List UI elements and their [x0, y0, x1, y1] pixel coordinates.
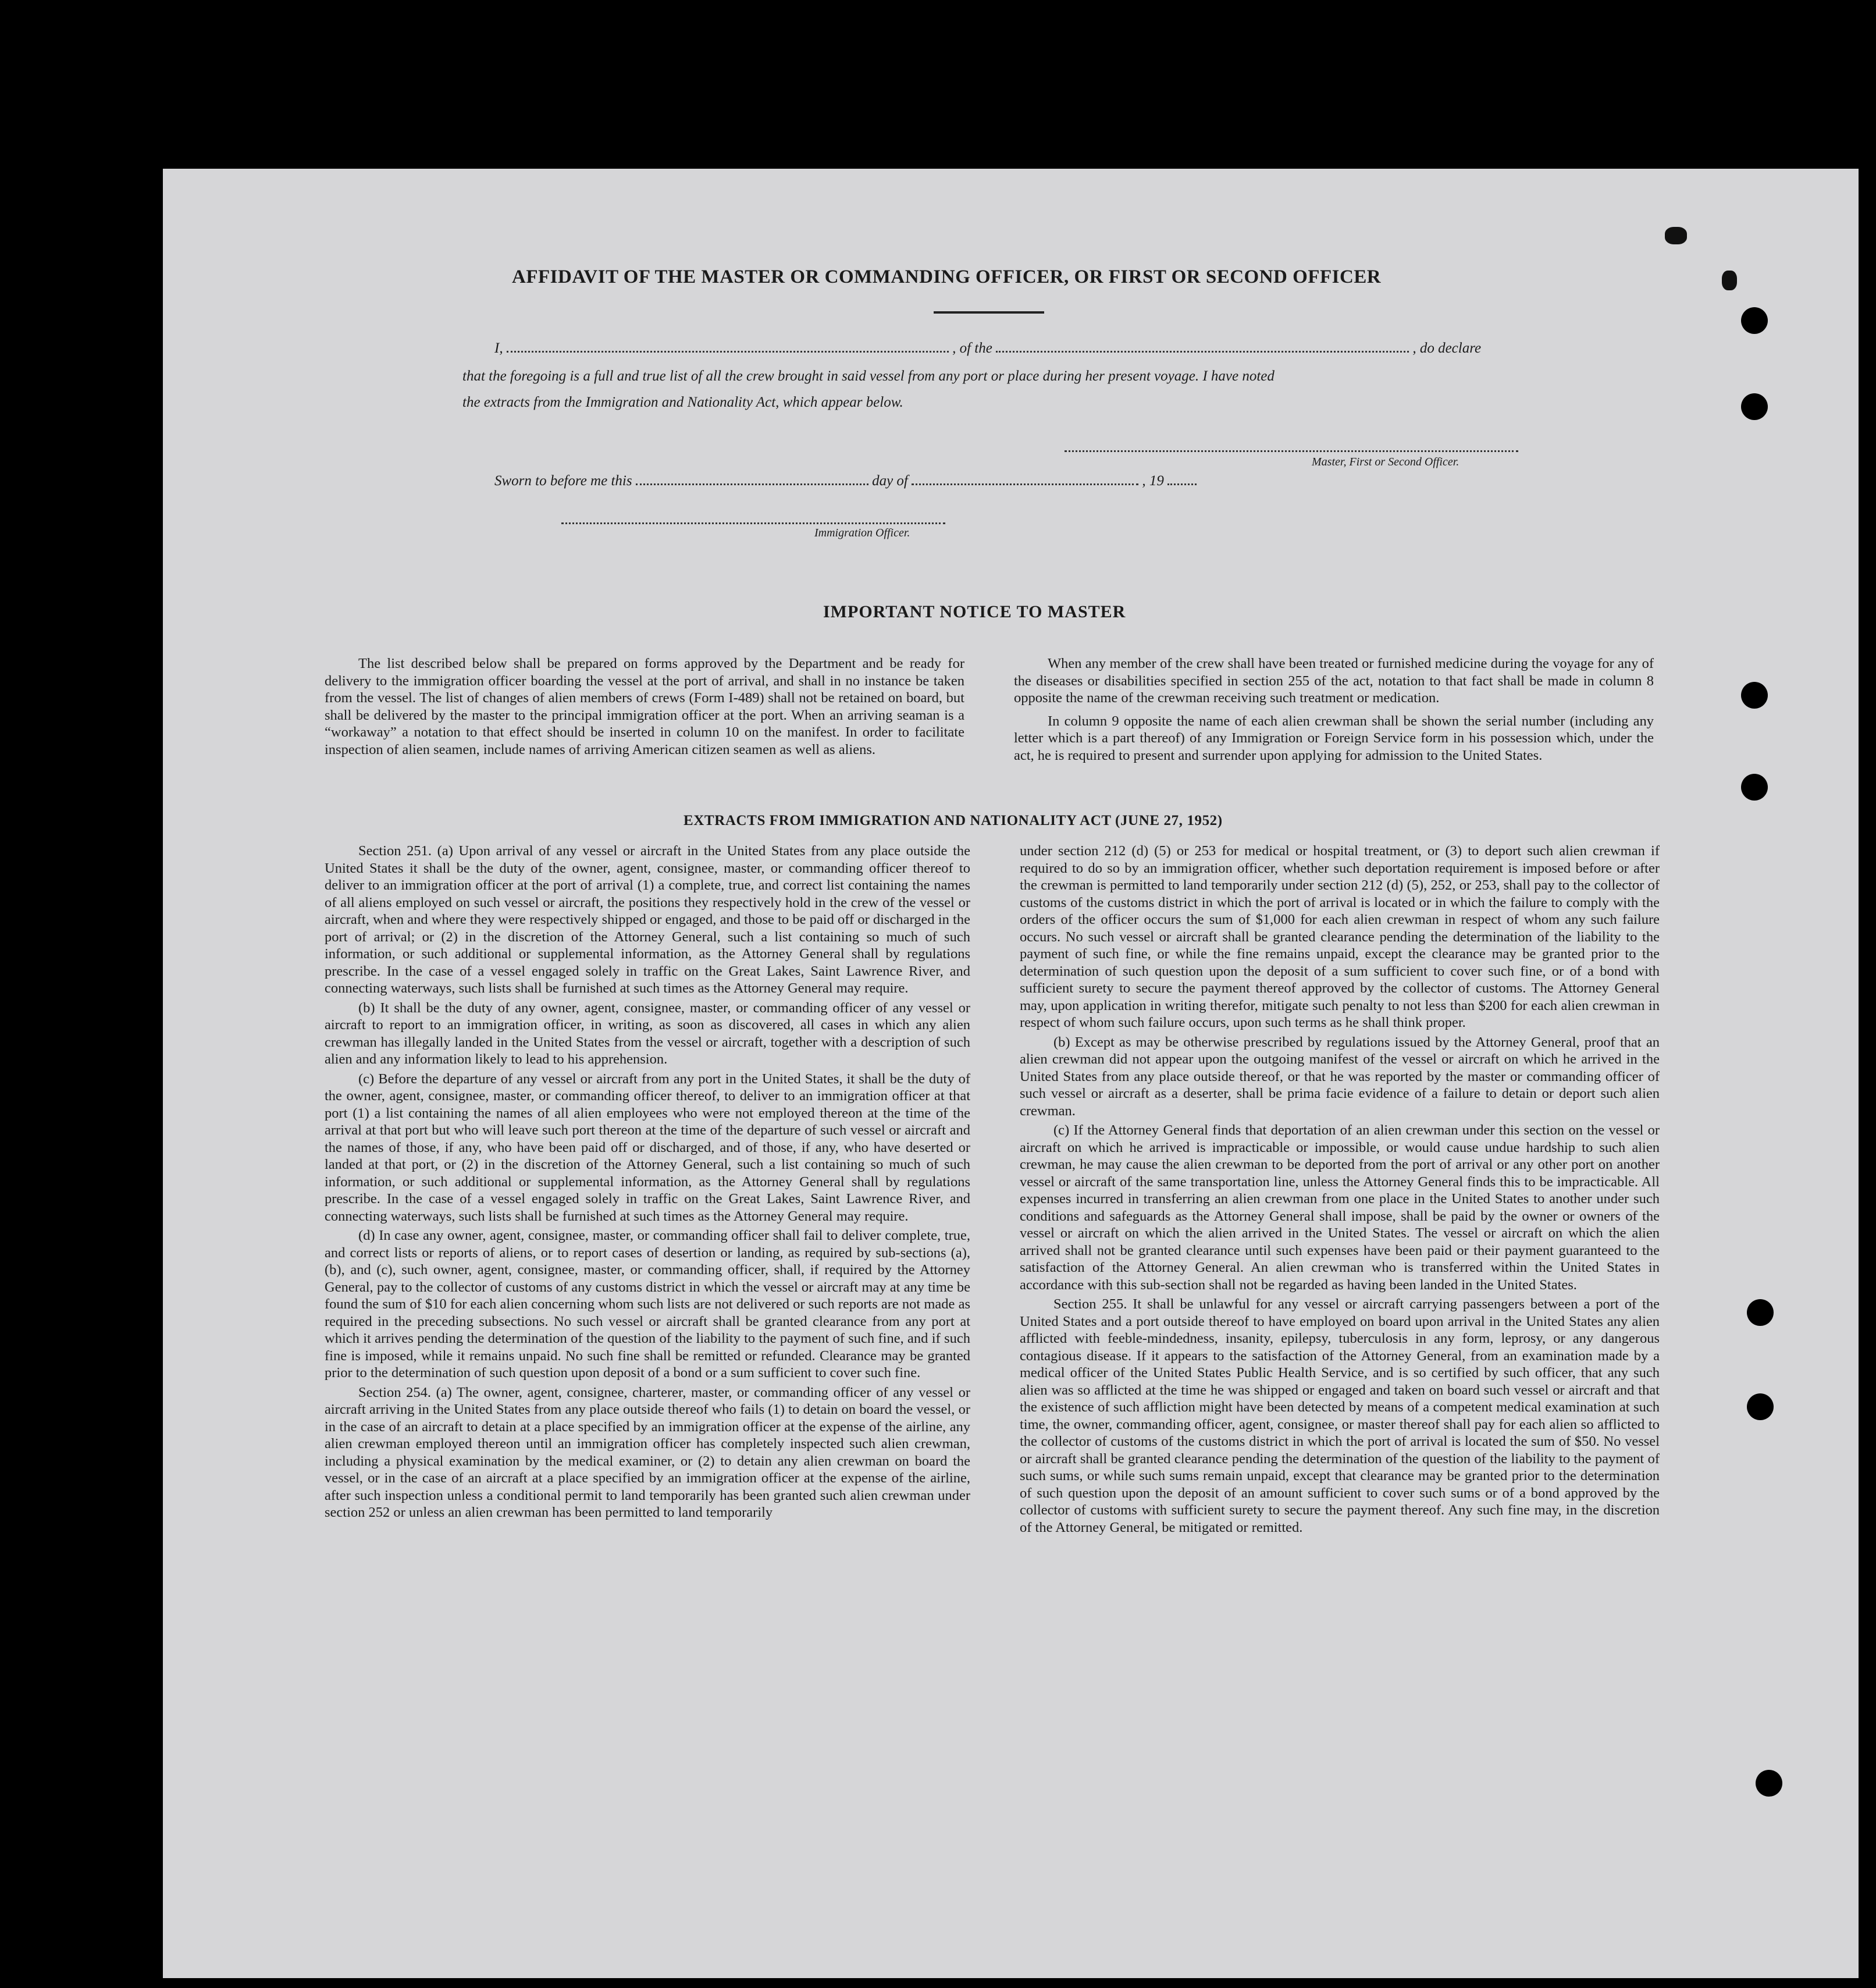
- title-rule: [934, 311, 1044, 314]
- notice-right-paragraph-2: In column 9 opposite the name of each alien crewman shall be shown the serial number (including any letter which is a part thereof) of any Immigration or Foreign Service form in his possession which, under the act, he is required to present and surrender upon applying for admission to the United States.: [1014, 713, 1654, 763]
- sworn-label: Sworn to before me this: [494, 473, 632, 489]
- affidavit-line-3: the extracts from the Immigration and Nationality Act, which appear below.: [462, 394, 903, 410]
- ink-smudge: [1665, 227, 1687, 244]
- extracts-right-column: [1020, 842, 1660, 1538]
- section-251-b: (b) It shall be the duty of any owner, agent, consignee, master, or commanding officer of any vessel or aircraft to report to an immigration officer, in writing, as soon as discovered, all cases in which any alien crewman has illegally landed in the United States from the vessel or aircraft, together with a description of such alien and any information likely to lead to his apprehension.: [325, 1000, 970, 1067]
- immigration-officer-signature-field[interactable]: [561, 512, 945, 524]
- section-254-c: (c) If the Attorney General finds that deportation of an alien crewman under this section on the vessel or aircraft on which he arrived is impracticable or impossible, or would cause undue hardship to such alien crewman, he may cause the alien crewman to be deported from the port of arrival or any other port on another vessel or aircraft of the same transportation line, unless the Attorney General finds this to be impracticable. All expenses incurred in transferring an alien crewman from one place in the United States to another under such conditions and safeguards as the Attorney General shall impose, shall be paid by the owner or owners of the vessel or aircraft on which the alien arrived in the United States. The vessel or aircraft on which the alien arrived shall not be granted clearance until such expenses have been paid or their payment guaranteed to the satisfaction of the Attorney General. An alien crewman who is transferred within the United States in accordance with this sub-section shall not be regarded as having been landed in the United States.: [1020, 1122, 1660, 1293]
- punch-hole: [1741, 393, 1768, 420]
- section-255: Section 255. It shall be unlawful for any vessel or aircraft carrying passengers between a port of the United States and a port outside thereof to have employed on board upon arrival in the United States any alien afflicted with feeble-mindedness, insanity, epilepsy, tuberculosis in any form, leprosy, or any dangerous contagious disease. If it appears to the satisfaction of the Attorney General, from an examination made by a medical officer of the United States Public Health Service, and is so certified by such officer, that any such alien was so afflicted at the time he was shipped or engaged and taken on board such vessel or aircraft and that the existence of such affliction might have been detected by means of a competent medical examination at such time, the owner, commanding officer, agent, consignee, or master thereof shall pay for each alien so afflicted to the collector of customs of the customs district in which the port of arrival is located the sum of $50. No vessel or aircraft shall be granted clearance pending the determination of the question of the liability to the payment of such sums, or while such sums remain unpaid, except that clearance may be granted prior to the determination of such question upon the deposit of an amount sufficient to cover such sums or of a bond approved by the collector of customs with sufficient surety to secure the payment thereof. Any such fine may, in the discretion of the Attorney General, be mitigated or remitted.: [1020, 1296, 1660, 1535]
- declarant-label: I,: [494, 340, 503, 356]
- affidavit-line-2: that the foregoing is a full and true list of all the crew brought in said vessel from any port or place during her present voyage. I have noted: [462, 368, 1275, 384]
- section-251-d: (d) In case any owner, agent, consignee, master, or commanding officer shall fail to deliver complete, true, and correct lists or reports of aliens, or to report cases of desertion or landing, as required by sub-sections (a), (b), and (c), such owner, agent, consignee, master, or commanding officer, shall, if required by the Attorney General, pay to the collector of customs of any customs district in which the vessel or aircraft may at any time be found the sum of $10 for each alien concerning whom such lists are not delivered or such reports are not made as required in the preceding subsections. No such vessel or aircraft shall be granted clearance from any port at which it arrives pending the determination of the question of the liability to the payment of such fine, and if such fine is imposed, while it remains unpaid. No such fine shall be remitted or refunded. Clearance may be granted prior to the determination of such question upon deposit of a bond or a sum sufficient to cover such fine.: [325, 1228, 970, 1381]
- vessel-name-field[interactable]: [996, 340, 1409, 353]
- vessel-label: , of the: [952, 340, 992, 356]
- notice-right-column: [1014, 655, 1654, 766]
- extracts-title: EXTRACTS FROM IMMIGRATION AND NATIONALITY ACT (JUNE 27, 1952): [684, 813, 1223, 828]
- master-signature-field[interactable]: [1065, 440, 1518, 452]
- sworn-line: [494, 473, 1197, 489]
- master-signature-label: Master, First or Second Officer.: [1312, 456, 1459, 468]
- section-254-a-continued: under section 212 (d) (5) or 253 for medical or hospital treatment, or (3) to deport such alien crewman if required to do so by an immigration officer, whether such deportation requirement is imposed before or after the crewman is permitted to land temporarily under section 212 (d) (5), 252, or 253, shall pay to the collector of customs of the customs district in which the port of arrival is located or in which the failure to comply with the orders of the officer occurs the sum of $1,000 for each alien crewman in respect of whom any such failure occurs. No such vessel or aircraft shall be granted clearance pending the determination of the liability to the payment of such fine, or while the fine remains unpaid, except the clearance may be granted prior to the determination of such question upon the deposit of a sum sufficient to cover such fine, or of a bond with sufficient surety to secure the payment thereof approved by the collector of customs. The Attorney General may, upon application in writing therefor, mitigate such penalty to not less than $200 for each alien crewman in respect of whom such failure occurs, upon such terms as he shall think proper.: [1020, 843, 1660, 1030]
- affidavit-title: AFFIDAVIT OF THE MASTER OR COMMANDING OFFICER, OR FIRST OR SECOND OFFICER: [512, 266, 1382, 287]
- notice-left-column: [325, 655, 964, 760]
- section-254-b: (b) Except as may be otherwise prescribed by regulations issued by the Attorney General, proof that an alien crewman did not appear upon the outgoing manifest of the vessel or aircraft on which he arrived in the United States from any place outside thereof, or that he was reported by the master or commanding officer of such vessel or aircraft as a deserter, shall be prima facie evidence of a failure to detain or deport such alien crewman.: [1020, 1034, 1660, 1119]
- notice-left-paragraph: The list described below shall be prepared on forms approved by the Department and be ready for delivery to the immigration officer boarding the vessel at the port of arrival, and shall in no instance be taken from the vessel. The list of changes of alien members of crews (Form I-489) shall not be retained on board, but shall be delivered by the master to the principal immigration officer at the port. When an arriving seaman is a “workaway” a notation to that effect should be inserted in column 10 on the manifest. In order to facilitate inspection of alien seamen, include names of arriving American citizen seamen as well as aliens.: [325, 656, 964, 757]
- punch-hole: [1741, 307, 1768, 334]
- sworn-month-field[interactable]: [912, 473, 1138, 485]
- sworn-day-field[interactable]: [636, 473, 868, 485]
- declarant-name-field[interactable]: [507, 340, 949, 353]
- punch-hole: [1741, 682, 1768, 709]
- punch-hole: [1741, 774, 1768, 801]
- notice-right-paragraph-1: When any member of the crew shall have been treated or furnished medicine during the voyage for any of the diseases or disabilities specified in section 255 of the act, notation to that fact shall be made in column 8 opposite the name of the crewman receiving such treatment or medication.: [1014, 656, 1654, 706]
- section-254-a: Section 254. (a) The owner, agent, consignee, charterer, master, or commanding officer of any vessel or aircraft arriving in the United States from any place outside thereof who fails (1) to detain on board the vessel, or in the case of an aircraft to detain at a place specified by an immigration officer at the expense of the airline, any alien crewman employed thereon until an immigration officer has completely inspected such alien crewman, including a physical examination by the medical examiner, or (2) to detain any alien crewman on board the vessel, or in the case of an aircraft at a place specified by an immigration officer at the expense of the airline, after such inspection unless a conditional permit to land temporarily has been granted such alien crewman under section 252 or unless an alien crewman has been permitted to land temporarily: [325, 1384, 970, 1520]
- ink-smudge: [1722, 271, 1737, 290]
- immigration-officer-label: Immigration Officer.: [814, 527, 910, 539]
- notice-title: IMPORTANT NOTICE TO MASTER: [823, 602, 1126, 621]
- day-of-label: day of: [872, 473, 908, 489]
- year-label: , 19: [1142, 473, 1164, 489]
- section-251-c: (c) Before the departure of any vessel or aircraft from any port in the United States, it shall be the duty of the owner, agent, consignee, master, or commanding officer thereof, to deliver to an immigration officer at that port (1) a list containing the names of all alien employees who were not employed thereon at the time of the arrival at that port but who will leave such port thereon at the time of the departure of such vessel or aircraft and the names of those, if any, who have been paid off or discharged, and of those, if any, who have deserted or landed at that port, or (2) in the discretion of the Attorney General, such a list containing so much of such information, or such additional or supplemental information, as the Attorney General shall by regulations prescribe. In the case of a vessel engaged solely in traffic on the Great Lakes, Saint Lawrence River, and connecting waterways, such lists shall be furnished at such times as the Attorney General may require.: [325, 1071, 970, 1224]
- declare-label: , do declare: [1412, 340, 1482, 356]
- punch-hole: [1756, 1770, 1782, 1797]
- affidavit-line-1: [494, 340, 1481, 357]
- punch-hole: [1747, 1393, 1774, 1420]
- extracts-left-column: [325, 842, 970, 1524]
- punch-hole: [1747, 1299, 1774, 1326]
- section-251-a: Section 251. (a) Upon arrival of any vessel or aircraft in the United States from any place outside the United States it shall be the duty of the owner, agent, consignee, master, or commanding officer thereof to deliver to an immigration officer at the port of arrival (1) a complete, true, and correct list containing the names of all aliens employed on such vessel or aircraft, the positions they respectively hold in the crew of the vessel or aircraft, when and where they were respectively shipped or engaged, and those to be paid off or discharged in the port of arrival; or (2) in the discretion of the Attorney General, such a list containing so much of such information, or such additional or supplemental information, as the Attorney General shall by regulations prescribe. In the case of a vessel engaged solely in traffic on the Great Lakes, Saint Lawrence River, and connecting waterways, such lists shall be furnished at such times as the Attorney General may require.: [325, 843, 970, 996]
- sworn-year-field[interactable]: [1167, 473, 1197, 485]
